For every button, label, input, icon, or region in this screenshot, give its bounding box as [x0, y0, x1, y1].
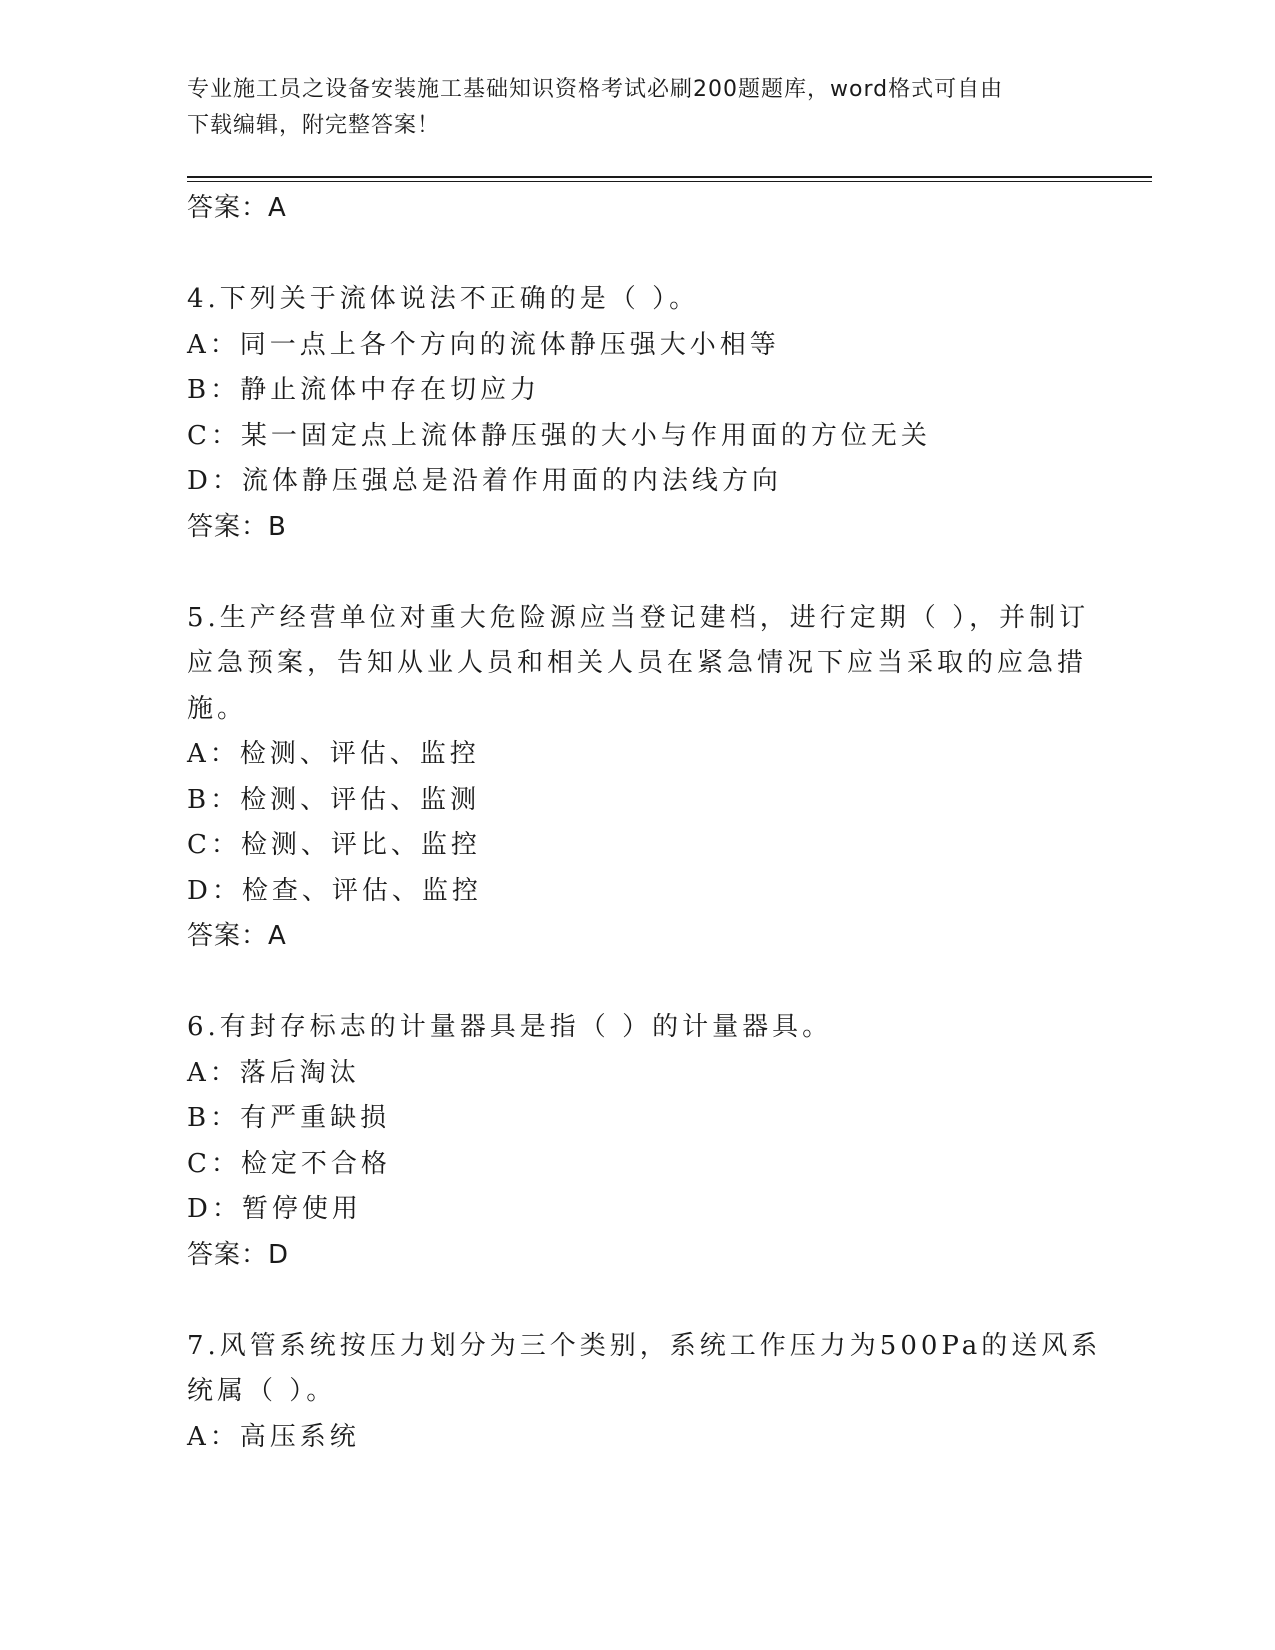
question-5-option-d: D：检查、评估、监控 — [187, 875, 482, 906]
question-4-option-b: B：静止流体中存在切应力 — [187, 375, 541, 405]
question-6-option-b: B：有严重缺损 — [187, 1103, 391, 1133]
question-6-stem: 6.有封存标志的计量器具是指（ ）的计量器具。 — [187, 1012, 833, 1042]
question-5-stem-line-3: 施。 — [187, 693, 248, 724]
question-4-answer: 答案：B — [187, 511, 287, 542]
question-5-option-b: B：检测、评估、监测 — [187, 784, 481, 815]
question-5-stem-line-2: 应急预案，告知从业人员和相关人员在紧急情况下应当采取的应急措 — [187, 648, 1088, 678]
document-header — [187, 72, 1067, 144]
question-7-option-a: A：高压系统 — [187, 1421, 360, 1452]
header-line-1: 专业施工员之设备安装施工基础知识资格考试必刷200题题库，word格式可自由 — [187, 77, 1004, 102]
question-5-option-c: C：检测、评比、监控 — [187, 830, 481, 860]
question-5-stem-line-1: 5.生产经营单位对重大危险源应当登记建档，进行定期（ ），并制订 — [187, 602, 1090, 633]
spacer — [187, 960, 1087, 1006]
question-5-answer: 答案：A — [187, 921, 287, 951]
question-5 — [187, 596, 1090, 960]
question-5-option-a: A：检测、评估、监控 — [187, 739, 480, 769]
header-line-2: 下载编辑，附完整答案！ — [187, 113, 441, 138]
question-4-option-a: A：同一点上各个方向的流体静压强大小相等 — [187, 329, 780, 360]
question-4-option-c: C：某一固定点上流体静压强的大小与作用面的方位无关 — [187, 420, 931, 451]
question-7-stem-line-1: 7.风管系统按压力划分为三个类别，系统工作压力为500Pa的送风系 — [187, 1330, 1102, 1361]
question-6-answer: 答案：D — [187, 1239, 290, 1270]
question-7-stem-line-2: 统属（ ）。 — [187, 1376, 337, 1406]
question-content — [187, 186, 1102, 1460]
question-6 — [187, 1005, 1087, 1278]
question-4-option-d: D：流体静压强总是沿着作用面的内法线方向 — [187, 466, 782, 496]
question-7 — [187, 1324, 1102, 1461]
question-6-option-a: A：落后淘汰 — [187, 1057, 360, 1088]
question-4-stem: 4.下列关于流体说法不正确的是（ ）。 — [187, 284, 700, 314]
header-divider-thin — [187, 181, 1152, 182]
answer-previous: 答案：A — [187, 193, 287, 223]
spacer — [187, 1278, 1087, 1324]
spacer — [187, 232, 1087, 278]
question-4 — [187, 277, 1087, 550]
header-divider-thick — [187, 176, 1152, 178]
question-6-option-d: D：暂停使用 — [187, 1194, 362, 1224]
spacer — [187, 550, 1087, 596]
question-6-option-c: C：检定不合格 — [187, 1148, 391, 1179]
